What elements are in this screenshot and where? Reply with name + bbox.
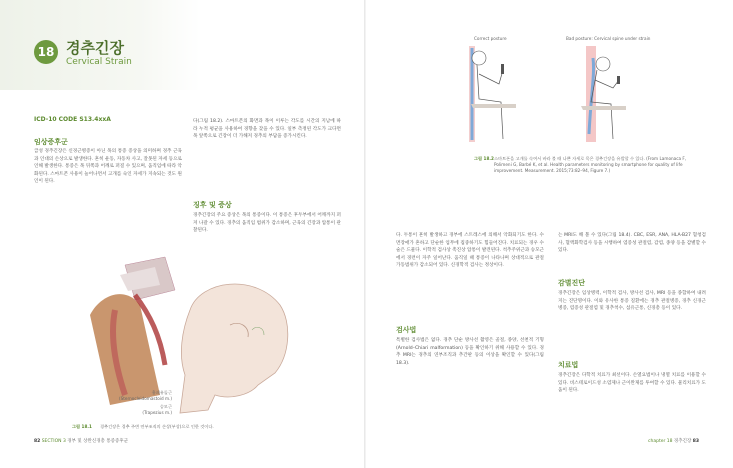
label-bad-posture: Bad posture: Cervical spine under strain (566, 36, 651, 41)
label-correct-posture: Correct posture (474, 36, 507, 41)
footer-page-number-right: 83 (692, 439, 700, 444)
label-trapezius: 승모근 (Trapezius m.) (142, 404, 172, 415)
footer-chapter-title: 경추긴장 (673, 439, 692, 444)
chapter-title-ko: 경추긴장 (66, 39, 124, 57)
section-heading-treatment: 치료법 (558, 361, 579, 369)
left-footer (34, 438, 128, 444)
footer-page-number: 82 (34, 439, 41, 444)
footer-chapter: chapter 18 (648, 439, 673, 444)
figure-label-18-2: 그림 18.2 (474, 156, 494, 161)
posture-illustration (461, 44, 661, 152)
treatment-text: 경추긴장은 다학적 치료가 최선이다. 손열요법이나 냉열 치료를 이용할 수 있다. 비스테로이드성 소염제나 근이완제를 투여할 수 있다. 물리치료가 도움이 된다. (558, 373, 706, 394)
symptoms-text: 경추긴장의 주요 증상은 목의 통증이다. 이 통증은 후두부에서 어깨까지 퍼져 나갈 수 있다. 경추의 움직임 범위가 감소하며, 근육의 긴장과 압통이 관찰된다. (193, 213, 341, 234)
chapter-number-badge: 18 (34, 40, 58, 64)
differential-text: 경추긴장은 임상병력, 이학적 검사, 방사선 검사, MRI 등을 종합하여 내려지는 진단명이다. 이와 유사한 통증 질환에는 경추 관절병증, 경추 신경근병증, 염증성 관절염 및 경추척수, 섬유근통, 신경총 등이 있다. (558, 291, 706, 312)
column2-text: 다(그림 18.2). 스마트폰의 화면과 목이 이루는 각도를 시간의 지남에 따라 누적 평균을 사용하여 경향을 찾을 수 있다. 일부 측정된 각도가 크다면 목 앞쪽으로 긴장이 더 가해져 경추의 부담을 증가시킨다. (193, 119, 341, 140)
figure-caption-18-2: 스마트폰을 고개를 숙여서 바라 볼 때 나쁜 자세로 목은 경추긴장을 유발할 수 있다. (From Lamonaca F, Polimeni G, Barbé K, et al. Health parameters monitoring by smartphone for quality of life improvement. Measurement. 2015;73:82–94, Figure 7.) (494, 156, 687, 173)
right-footer (648, 438, 699, 444)
section-heading-symptoms: 징후 및 증상 (193, 201, 232, 209)
chapter-title-en: Cervical Strain (66, 57, 132, 67)
icd-code: ICD-10 CODE S13.4xxA (34, 116, 111, 123)
label-sternocleidomastoid: 흉쇄유돌근 (Sternocleidomastoid m.) (118, 390, 172, 401)
figure-caption-18-1: 경추긴장은 경추 주변 연부조직의 손상(부상)으로 인한 것이다. (100, 424, 214, 429)
right-page (366, 0, 733, 468)
right-column1-text: 다. 두통이 흔히 발생하고 경부에 스트레스에 의해서 악화되기도 한다. 수면장애가 흔하고 단순한 업무에 집중하기도 힘들어진다. 치료되는 경우 수술은 드물다. 이학적 검사상 촉진상 압통이 발견된다. 척추주위근과 승모근에서 경련이 자주 일어난다. 움직일 때 통증이 나타나며 상대적으로 관절 가동범위가 감소되어 있다. 신경학적 검사는 정상이다. (396, 233, 544, 269)
footer-section: SECTION 3 (41, 439, 66, 444)
figure-label-18-1: 그림 18.1 (72, 424, 92, 429)
section-heading-clinical: 임상증후군 (34, 138, 68, 146)
clinical-text: 급성 경추긴장은 신경근병증이 아닌 목의 통증 증상을 의미하며 경추 근육과 인대의 손상으로 발생한다. 흔히 운동, 자동차 사고, 잘못된 자세 등으로 인해 발생한다. 통증은 목 뒤쪽과 어깨로 퍼질 수 있으며, 움직임에 따라 악화된다. 스마트폰 사용이 늘어나면서 고개를 숙인 자세가 지속되는 것도 원인이 된다. (34, 149, 182, 185)
section-heading-exam: 검사법 (396, 326, 417, 334)
section-heading-differential: 감별진단 (558, 279, 586, 287)
right-column2-text: 는 MRI도 해 볼 수 있다(그림 18.4). CBC, ESR, ANA, HLA-B27 혈청검사, 혈액화학검사 등을 시행하여 염증성 관절염, 감염, 종양 등을 감별할 수 있다. (558, 233, 706, 254)
exam-text: 특별한 검사법은 없다. 경추 단순 방사선 촬영은 골절, 종양, 선천적 기형(Arnold–Chiari malformation) 등을 확인하기 위해 사용할 수 있다. 경추 MRI는 경추의 연부조직과 추간판 등의 이상을 확인할 수 있다(그림 18.3). (396, 338, 544, 366)
left-page (0, 0, 366, 468)
footer-section-title: 경부 및 상완신경총 통증증후군 (67, 439, 129, 444)
